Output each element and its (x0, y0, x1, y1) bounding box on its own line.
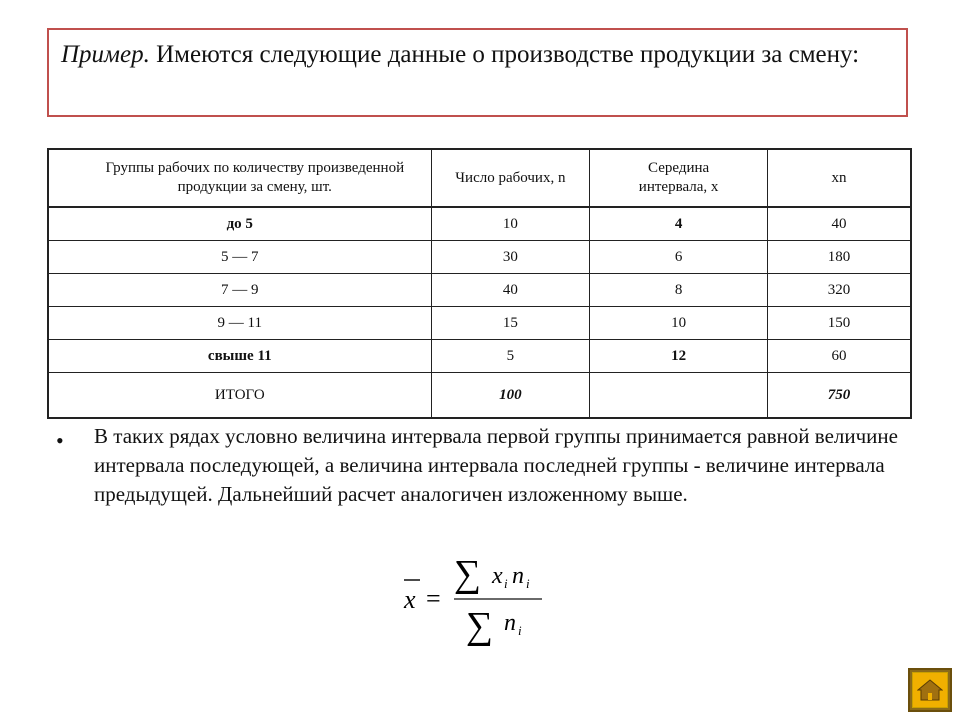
home-button[interactable] (908, 668, 952, 712)
cell-group: 7 — 9 (48, 274, 431, 307)
formula-sigma-top: ∑ (454, 553, 482, 595)
formula-num-x: x (492, 563, 503, 589)
table-row (48, 307, 911, 340)
example-lead: Пример. (61, 41, 150, 68)
formula-equals: = (426, 584, 441, 613)
cell-group: до 5 (48, 207, 431, 241)
home-icon-frame (912, 672, 948, 708)
cell-xn: 40 (768, 207, 912, 241)
cell-xn: 180 (768, 241, 912, 274)
formula-num-n-sub: i (526, 576, 530, 591)
formula-den-n: n (504, 610, 516, 636)
cell-x: 12 (590, 340, 768, 373)
header-workers: Число рабочих, n (431, 149, 590, 207)
table-total-row (48, 373, 911, 419)
header-midpoint: Середина интервала, x (590, 149, 768, 207)
cell-xn: 150 (768, 307, 912, 340)
cell-n: 5 (431, 340, 590, 373)
cell-total-n: 100 (431, 373, 590, 419)
example-text: Имеются следующие данные о производстве продукции за смену: (149, 41, 860, 68)
table-row (48, 207, 911, 241)
cell-group: свыше 11 (48, 340, 431, 373)
cell-n: 30 (431, 241, 590, 274)
cell-x: 8 (590, 274, 768, 307)
formula-den-n-sub: i (518, 623, 522, 638)
formula-num-n: n (512, 563, 524, 589)
formula-sigma-bottom: ∑ (466, 605, 494, 647)
header-groups: Группы рабочих по количеству произведенной продукции за смену, шт. (48, 149, 431, 207)
formula-num-x-sub: i (504, 576, 508, 591)
cell-total-xn: 750 (768, 373, 912, 419)
table-row (48, 241, 911, 274)
cell-group: 5 — 7 (48, 241, 431, 274)
cell-total-x (590, 373, 768, 419)
cell-n: 40 (431, 274, 590, 307)
bullet-marker: • (56, 428, 64, 453)
cell-group: 9 — 11 (48, 307, 431, 340)
cell-x: 4 (590, 207, 768, 241)
explanation-paragraph: В таких рядах условно величина интервала первой группы принимается равной величине интервала последующей, а величина интервала последней группы - величине интервала предыдущей. Дальнейший расчет аналогичен изложенному выше. (94, 424, 898, 506)
formula-lhs: x (404, 585, 416, 614)
example-box (47, 28, 908, 117)
cell-xn: 60 (768, 340, 912, 373)
home-icon (917, 678, 943, 702)
cell-total-label: ИТОГО (48, 373, 431, 419)
cell-n: 10 (431, 207, 590, 241)
table-row (48, 340, 911, 373)
cell-x: 10 (590, 307, 768, 340)
cell-x: 6 (590, 241, 768, 274)
mean-formula (400, 550, 560, 650)
cell-n: 15 (431, 307, 590, 340)
header-xn: xn (768, 149, 912, 207)
table-header-row (48, 149, 911, 207)
cell-xn: 320 (768, 274, 912, 307)
production-table (47, 148, 912, 419)
table-row (48, 274, 911, 307)
